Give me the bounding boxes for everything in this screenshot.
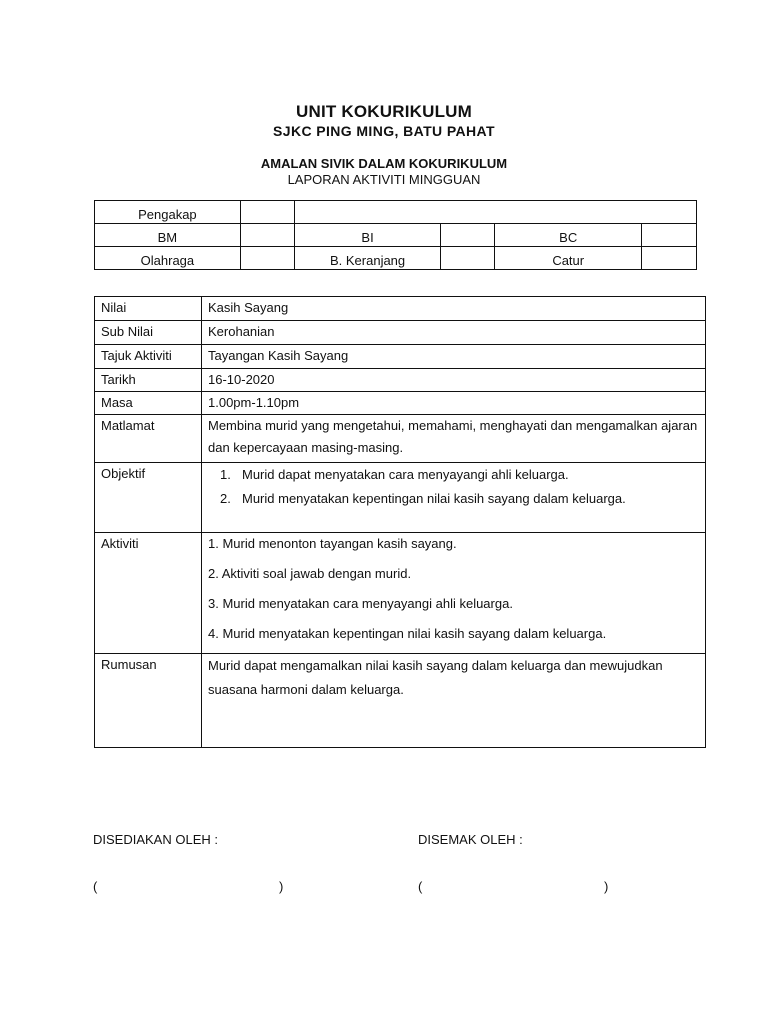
table-row [95, 392, 706, 415]
field-label: Nilai [95, 297, 202, 321]
activity-blank-cell [240, 201, 294, 224]
field-value: 16-10-2020 [202, 369, 706, 392]
field-value: Kerohanian [202, 321, 706, 345]
signature-close-paren: ) [604, 879, 609, 894]
field-value: Tayangan Kasih Sayang [202, 345, 706, 369]
activity-blank-cell [441, 224, 495, 247]
list-item: 4. Murid menyatakan kepentingan nilai kasih sayang dalam keluarga. [208, 626, 607, 641]
field-value: Murid dapat mengamalkan nilai kasih sayang dalam keluarga dan mewujudkan suasana harmoni dalam keluarga. [202, 654, 706, 748]
field-label: Aktiviti [95, 533, 202, 654]
activity-cell: BI [294, 224, 441, 247]
activity-blank-cell [240, 247, 294, 270]
table-row [95, 297, 706, 321]
activity-cell: Olahraga [95, 247, 241, 270]
field-label: Objektif [95, 463, 202, 533]
signature-open-paren: ( [418, 879, 423, 894]
field-label: Tajuk Aktiviti [95, 345, 202, 369]
report-table [94, 296, 706, 748]
field-value: Membina murid yang mengetahui, memahami, menghayati dan mengamalkan ajaran dan kepercayaan masing-masing. [202, 415, 706, 463]
list-item: 2. Murid menyatakan kepentingan nilai kasih sayang dalam keluarga. [220, 491, 626, 506]
activity-cell: BC [495, 224, 642, 247]
activity-cell: Pengakap [95, 201, 241, 224]
table-row [95, 463, 706, 533]
activity-cell: B. Keranjang [294, 247, 441, 270]
activity-blank-cell [441, 247, 495, 270]
activity-cell: BM [95, 224, 241, 247]
signature-open-paren: ( [93, 879, 98, 894]
table-row [95, 345, 706, 369]
field-value [202, 463, 706, 533]
objective-list [208, 463, 701, 511]
checked-by-label: DISEMAK OLEH : [418, 832, 523, 847]
program-title: AMALAN SIVIK DALAM KOKURIKULUM [260, 156, 508, 171]
activity-blank-cell [240, 224, 294, 247]
field-label: Masa [95, 392, 202, 415]
prepared-by-label: DISEDIAKAN OLEH : [93, 832, 218, 847]
school-name: SJKC PING MING, BATU PAHAT [273, 123, 495, 139]
report-title: LAPORAN AKTIVITI MINGGUAN [287, 172, 481, 187]
field-label: Tarikh [95, 369, 202, 392]
table-row [95, 247, 697, 270]
field-label: Rumusan [95, 654, 202, 748]
list-item: 1. Murid dapat menyatakan cara menyayangi ahli keluarga. [220, 467, 569, 482]
signature-close-paren: ) [279, 879, 284, 894]
activity-cell: Catur [495, 247, 642, 270]
field-value [202, 533, 706, 654]
activity-blank-cell [642, 247, 697, 270]
table-row [95, 224, 697, 247]
field-value: Kasih Sayang [202, 297, 706, 321]
table-row [95, 533, 706, 654]
list-item: 3. Murid menyatakan cara menyayangi ahli keluarga. [208, 596, 513, 611]
activity-blank-cell [642, 224, 697, 247]
table-row [95, 201, 697, 224]
list-item: 1. Murid menonton tayangan kasih sayang. [208, 536, 457, 551]
activity-blank-cell [294, 201, 696, 224]
table-row [95, 321, 706, 345]
field-value: 1.00pm-1.10pm [202, 392, 706, 415]
field-label: Sub Nilai [95, 321, 202, 345]
list-item: 2. Aktiviti soal jawab dengan murid. [208, 566, 412, 581]
table-row [95, 369, 706, 392]
unit-title: UNIT KOKURIKULUM [295, 102, 472, 121]
table-row [95, 654, 706, 748]
activities-table [94, 200, 697, 270]
field-label: Matlamat [95, 415, 202, 463]
table-row [95, 415, 706, 463]
